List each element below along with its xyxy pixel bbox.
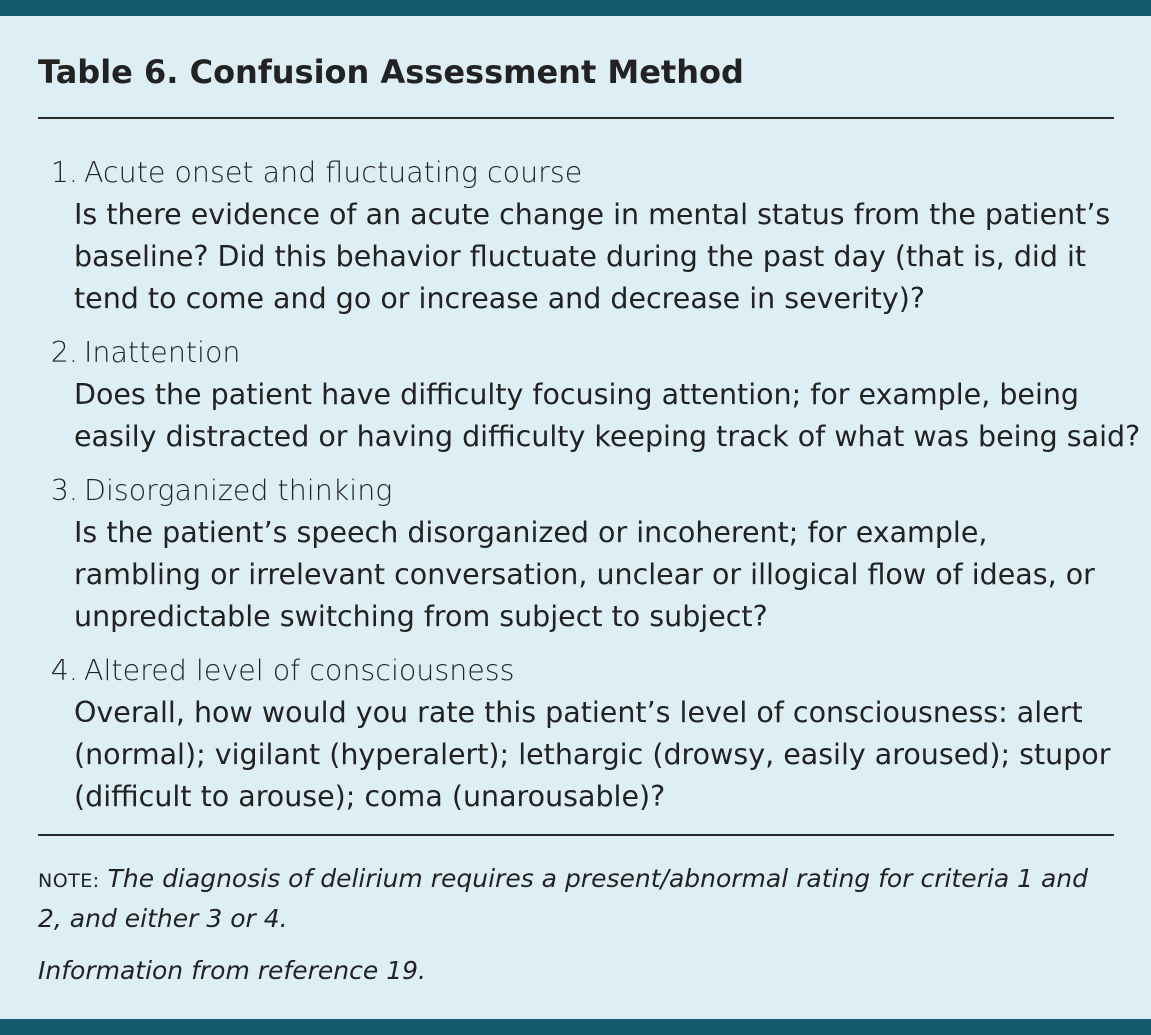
criterion-item-2 xyxy=(38,332,1141,458)
criterion-item-1 xyxy=(38,152,1128,320)
criterion-heading xyxy=(38,332,1128,374)
criterion-number: 4. xyxy=(50,654,78,687)
criterion-description-line: (difficult to arouse); coma (unarousable)? xyxy=(74,780,666,813)
table-note xyxy=(38,860,1118,938)
criterion-description-line: Is there evidence of an acute change in mental status from the patient’s xyxy=(74,198,1111,231)
criterion-description-line: Is the patient’s speech disorganized or incoherent; for example, xyxy=(74,516,988,549)
criterion-description xyxy=(74,194,1134,320)
note-text: The diagnosis of delirium requires a present/abnormal rating for criteria 1 and xyxy=(107,864,1088,893)
top-border-bar xyxy=(0,0,1151,16)
note-label: NOTE: xyxy=(38,870,100,892)
note-line xyxy=(38,860,1118,900)
criterion-description-line: Does the patient have difficulty focusing attention; for example, being xyxy=(74,378,1080,411)
criterion-item-4 xyxy=(38,650,1128,818)
bottom-border-bar xyxy=(0,1019,1151,1035)
criterion-label: Disorganized thinking xyxy=(84,474,393,507)
criterion-description-line: Overall, how would you rate this patient’s level of consciousness: alert xyxy=(74,696,1083,729)
criterion-item-3 xyxy=(38,470,1128,638)
criterion-heading xyxy=(38,152,1128,194)
source-citation: Information from reference 19. xyxy=(38,956,426,985)
criterion-description-line: (normal); vigilant (hyperalert); lethargic (drowsy, easily aroused); stupor xyxy=(74,738,1111,771)
criteria-list xyxy=(38,152,1141,830)
criterion-description-line: easily distracted or having difficulty keeping track of what was being said? xyxy=(74,420,1141,453)
criterion-description xyxy=(74,692,1134,818)
criterion-description-line: tend to come and go or increase and decrease in severity)? xyxy=(74,282,925,315)
criterion-number: 3. xyxy=(50,474,78,507)
criterion-number: 1. xyxy=(50,156,78,189)
criterion-label: Altered level of consciousness xyxy=(84,654,515,687)
note-text: 2, and either 3 or 4. xyxy=(38,904,288,933)
criterion-heading xyxy=(38,650,1128,692)
criterion-label: Inattention xyxy=(84,336,241,369)
criterion-label: Acute onset and fluctuating course xyxy=(84,156,583,189)
criterion-heading xyxy=(38,470,1128,512)
bottom-divider xyxy=(38,834,1114,836)
criterion-description xyxy=(74,374,1141,458)
criterion-description-line: unpredictable switching from subject to subject? xyxy=(74,600,768,633)
criterion-number: 2. xyxy=(50,336,78,369)
criterion-description-line: baseline? Did this behavior fluctuate during the past day (that is, did it xyxy=(74,240,1087,273)
criterion-description-line: rambling or irrelevant conversation, unclear or illogical flow of ideas, or xyxy=(74,558,1095,591)
table-title: Table 6. Confusion Assessment Method xyxy=(38,53,744,91)
top-divider xyxy=(38,117,1114,119)
criterion-description xyxy=(74,512,1134,638)
